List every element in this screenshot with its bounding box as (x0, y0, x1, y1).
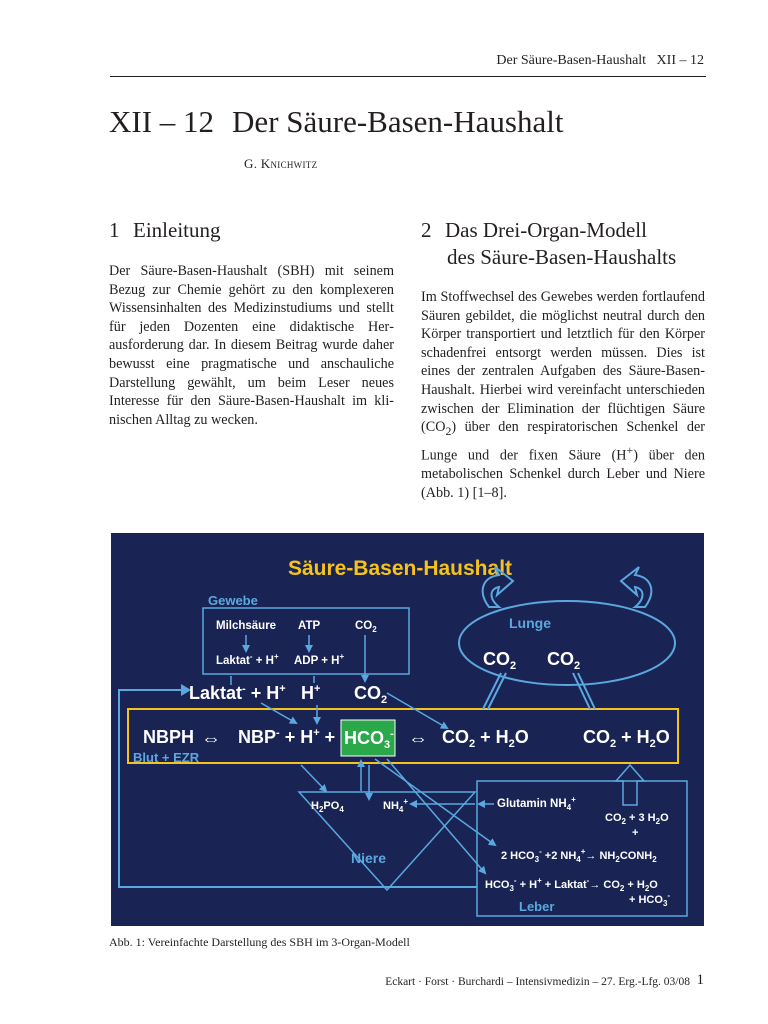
arrow-nbp-h2po4 (301, 765, 326, 791)
section-2-text-b: ) über den respiratorischen Schenkel der Lunge und der fixen Säure (H (421, 419, 705, 464)
section-2-paragraph (421, 288, 705, 502)
section-2-number: 2 (421, 218, 432, 242)
footer-citation: Eckart · Forst · Burchardi – Intensivmedizin – 27. Erg.-Lfg. 03/08 (385, 976, 690, 988)
co2-h2o-blut: $CO_2 + H_2O$ (442, 727, 529, 750)
big-h: H+ (301, 683, 321, 703)
section-2-title-line1: Das Drei-Organ-Modell (445, 218, 647, 242)
eq-arrow-2: ⇔ (408, 728, 428, 750)
nbp-h-text: NBP- + H+ + (238, 727, 336, 747)
nbph-text: NBPH (143, 727, 195, 747)
leber-label: Leber (519, 899, 555, 914)
diag-co2-blut (387, 693, 447, 728)
co2-subscript: 2 (445, 423, 452, 438)
atp-text: ATP (298, 620, 321, 632)
adp-h-small: ADP + H+ (294, 652, 345, 667)
leber-up-arrow (616, 765, 644, 805)
eq-arrow-1: ⇔ (201, 728, 221, 750)
big-laktat-h: Laktat- + H+ (189, 683, 286, 703)
diag-laktat-nbp (261, 703, 296, 723)
section-1-number: 1 (109, 218, 120, 242)
co2-h2o-right: $CO_2 + H_2O$ (583, 727, 670, 750)
hco3-text: $HCO_3^-$ (344, 728, 394, 751)
section-1-heading (109, 217, 221, 244)
chapter-title-text: Der Säure-Basen-Haushalt (232, 104, 564, 139)
laktat-h-small: Laktat- + H+ (216, 652, 279, 667)
running-header: Der Säure-Basen-Haushalt XII – 12 (496, 53, 704, 68)
author: G. Knichwitz (244, 156, 318, 171)
gewebe-label: Gewebe (208, 593, 258, 608)
chapter-title (109, 104, 563, 140)
section-2-title-line2: des Säure-Basen-Haushalts (447, 245, 677, 269)
lunge-label: Lunge (509, 615, 551, 631)
section-1-title: Einleitung (133, 218, 221, 242)
chapter-number: XII – 12 (109, 104, 215, 139)
lunge-arrow-right (621, 567, 651, 607)
nh4-niere-text: $NH_4^+$ (383, 797, 409, 814)
figure-title: Säure-Basen-Haushalt (287, 557, 513, 580)
big-co2: $CO_2$ (354, 683, 388, 706)
section-2-heading (421, 217, 711, 271)
glutamin-text: Glutamin $NH_4^+$ (497, 795, 576, 812)
niere-label: Niere (351, 850, 387, 866)
plus-sign: + (632, 827, 639, 839)
plus-hco3-text: + $HCO_3^-$ (629, 891, 671, 908)
h2po4-text: $H_2PO_4$ (311, 800, 344, 814)
figure-caption: Abb. 1: Vereinfachte Darstellung des SBH im 3-Organ-Modell (109, 935, 410, 949)
lunge-co2-1: $CO_2$ (483, 649, 517, 672)
header-rule (110, 76, 706, 77)
page-number: 1 (696, 972, 704, 988)
lunge-ellipse (459, 601, 675, 685)
section-1-paragraph: Der Säure-Basen-Haushalt (SBH) mit seinem Bezug zur Chemie gehört zu den komplexeren Wissensinhalten des Medizinstudiums und stellt für jeden Dozenten eine didaktische Herausforderung dar. In diesem Beitrag wurde daher bewusst eine pragmatische und anschauliche Darstellung gewählt, um beim Leser neues Interesse für den Säure-Basen-Haushalt im klinischen Alltag zu wecken. (109, 263, 394, 428)
co2-small-top: $CO_2$ (355, 620, 377, 634)
lunge-co2-2: $CO_2$ (547, 649, 581, 672)
laktat-reaction: $HCO_3^- + H^+$ + Laktat-→ $CO_2 + H_2O$ (485, 876, 658, 893)
return-loop-line (119, 690, 477, 887)
milchsaeure-text: Milchsäure (216, 620, 277, 632)
section-2-text-c: ) über den metabolischen Schenkel durch Leber und Niere (Abb. 1) [1–8]. (421, 447, 705, 501)
hco3-nh4-reaction: 2 $HCO_3^- +2$ $NH_4^+\to$ $NH_2CONH_2$ (501, 847, 657, 864)
lunge-connector-left (483, 673, 501, 709)
section-2-text-a: Im Stoffwechsel des Gewebes werden fortlaufend Säuren gebildet, die möglichst neutral durch den Körper transportiert und letztlich für den Körper schadenfrei entsorgt werden müssen. Dies ist eines der zentralen Aufgaben des Säure-Basen-Haushalt. Hierbei wird vereinfacht unterschieden zwischen der Elimination der flüchtigen Säure (CO (421, 289, 705, 436)
figure-sbh-diagram (111, 533, 704, 926)
blut-label: Blut + EZR (133, 750, 200, 765)
h-superscript: + (626, 442, 634, 457)
co2-3h2o-text: $CO_2 + 3$ $H_2O$ (605, 812, 669, 826)
diag-hco3-leber-2 (387, 759, 485, 873)
